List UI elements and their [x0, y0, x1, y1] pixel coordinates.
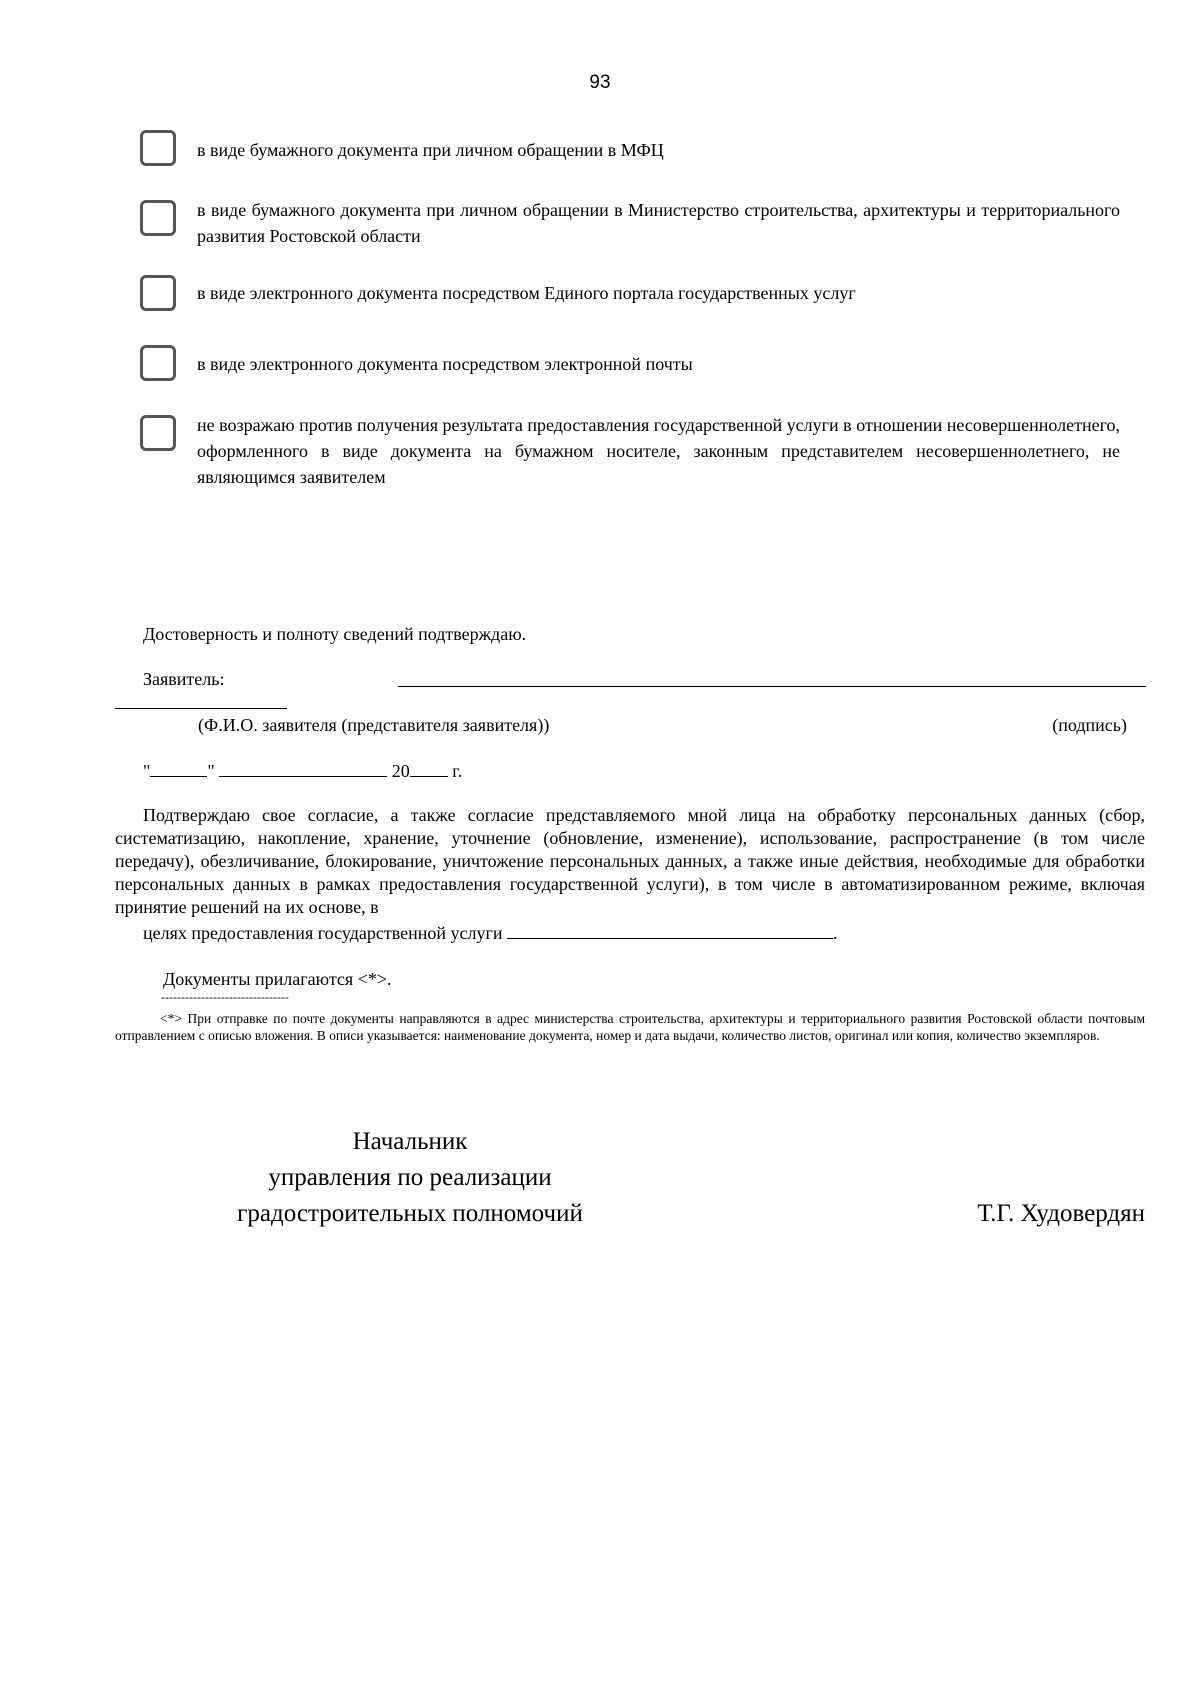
date-year-suffix: г.: [452, 761, 463, 781]
option-email-label: в виде электронного документа посредством электронной почты: [197, 354, 693, 374]
date-line: [143, 758, 462, 783]
signatory-name: Т.Г. Худовердян: [977, 1200, 1145, 1227]
page-number: 93: [589, 72, 611, 93]
date-quote-open: ": [143, 761, 151, 781]
consent-purpose-line: [143, 920, 838, 945]
service-name-field[interactable]: [507, 920, 833, 939]
consent-purpose-label: целях предоставления государственной услуги: [143, 923, 503, 943]
date-day-field[interactable]: [150, 758, 207, 777]
signatory-position-line3: градостроительных полномочий: [237, 1200, 583, 1227]
footnote-text: <*> При отправке по почте документы направляются в адрес министерства строительства, архитектуры и территориального развития Ростовской области почтовым отправлением с описью вложения. В описи указывается: наименование документа, номер и дата выдачи, количество листов, оригинал или копия, количество экземпляров.: [115, 1011, 1145, 1043]
option-mfc-label: в виде бумажного документа при личном обращении в МФЦ: [197, 140, 664, 160]
option-ministry-label: в виде бумажного документа при личном обращении в Министерство строительства, архитектуры и территориального развития Ростовской области: [197, 200, 1120, 246]
checkbox-ministry[interactable]: [140, 200, 176, 236]
confirmation-text: Достоверность и полноту сведений подтверждаю.: [143, 624, 527, 644]
date-year-prefix: 20: [391, 761, 410, 781]
checkbox-mfc[interactable]: [140, 130, 176, 166]
checkbox-gosuslugi[interactable]: [140, 275, 176, 311]
option-gosuslugi-label: в виде электронного документа посредством Единого портала государственных услуг: [197, 283, 856, 303]
date-quote-close: ": [207, 761, 215, 781]
applicant-label: Заявитель:: [143, 669, 225, 689]
checkbox-email[interactable]: [140, 345, 176, 381]
date-year-field[interactable]: [410, 758, 448, 777]
date-month-field[interactable]: [219, 758, 387, 777]
checkbox-minor-guardian[interactable]: [140, 415, 176, 451]
fio-caption: (Ф.И.О. заявителя (представителя заявителя)): [198, 715, 550, 735]
signature-line[interactable]: [398, 686, 1146, 687]
option-minor-guardian-label: не возражаю против получения результата предоставления государственной услуги в отношении несовершеннолетнего, оформленного в виде документа на бумажном носителе, законным представителем несовершеннолетнего, не являющимся заявителем: [197, 415, 1120, 487]
documents-attached: Документы прилагаются <*>.: [163, 969, 392, 989]
signatory-position-line1: Начальник: [352, 1128, 468, 1155]
signatory-position: [200, 1124, 620, 1232]
footnote-separator: --------------------------------: [161, 990, 289, 1004]
fio-line[interactable]: [115, 708, 287, 709]
consent-paragraph: Подтверждаю свое согласие, а также согласие представляемого мной лица на обработку персональных данных (сбор, систематизацию, накопление, хранение, уточнение (обновление, изменение), использование, распространение (в том числе передачу), обезличивание, блокирование, уничтожение персональных данных, а также иные действия, необходимые для обработки персональных данных в рамках предоставления государственной услуги), в том числе в автоматизированном режиме, включая принятие решений на их основе, в: [115, 805, 1145, 917]
consent-purpose-period: .: [833, 923, 838, 943]
signature-caption: (подпись): [1052, 715, 1127, 735]
signatory-position-line2: управления по реализации: [268, 1164, 552, 1191]
